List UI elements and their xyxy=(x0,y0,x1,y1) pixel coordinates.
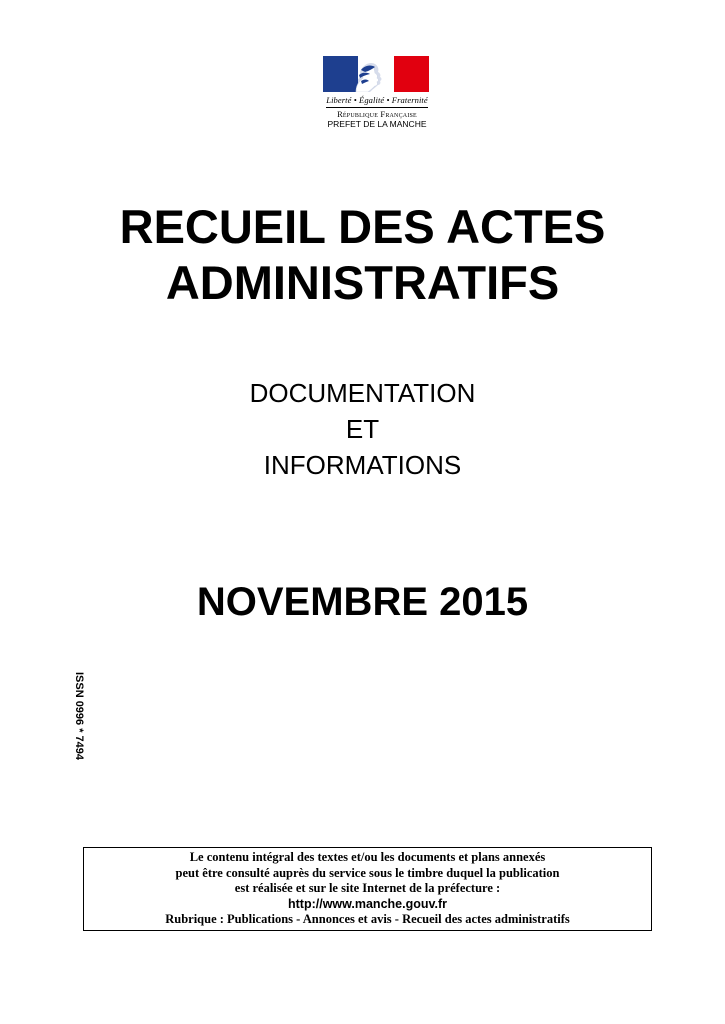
notice-box xyxy=(83,847,652,931)
notice-line-1: Le contenu intégral des textes et/ou les documents et plans annexés xyxy=(189,850,546,864)
document-title xyxy=(0,199,725,311)
subtitle-line-2: ET xyxy=(345,414,380,444)
subtitle-line-1: DOCUMENTATION xyxy=(249,378,476,408)
title-line-2: ADMINISTRATIFS xyxy=(165,256,560,309)
title-line-1: RECUEIL DES ACTES xyxy=(119,200,606,253)
marianne-flag-icon xyxy=(323,56,429,92)
subtitle-line-3: INFORMATIONS xyxy=(263,450,462,480)
publication-date: NOVEMBRE 2015 xyxy=(196,580,529,624)
republic-motto: Liberté • Égalité • Fraternité xyxy=(326,95,428,105)
website-link[interactable]: http://www.manche.gouv.fr xyxy=(287,896,448,911)
notice-line-5: Rubrique : Publications - Annonces et avis - Recueil des actes administratifs xyxy=(165,912,570,926)
prefecture-name: PREFET DE LA MANCHE xyxy=(327,119,427,129)
notice-line-2: peut être consulté auprès du service sous le timbre duquel la publication xyxy=(175,865,560,880)
notice-line-3: est réalisée et sur le site Internet de la préfecture : xyxy=(234,881,501,895)
republic-name: République Française xyxy=(337,109,417,119)
issn-number: ISSN 0996 * 7494 xyxy=(73,671,85,761)
logo-divider xyxy=(326,107,428,108)
document-subtitle xyxy=(0,375,725,483)
prefecture-logo xyxy=(322,56,432,129)
